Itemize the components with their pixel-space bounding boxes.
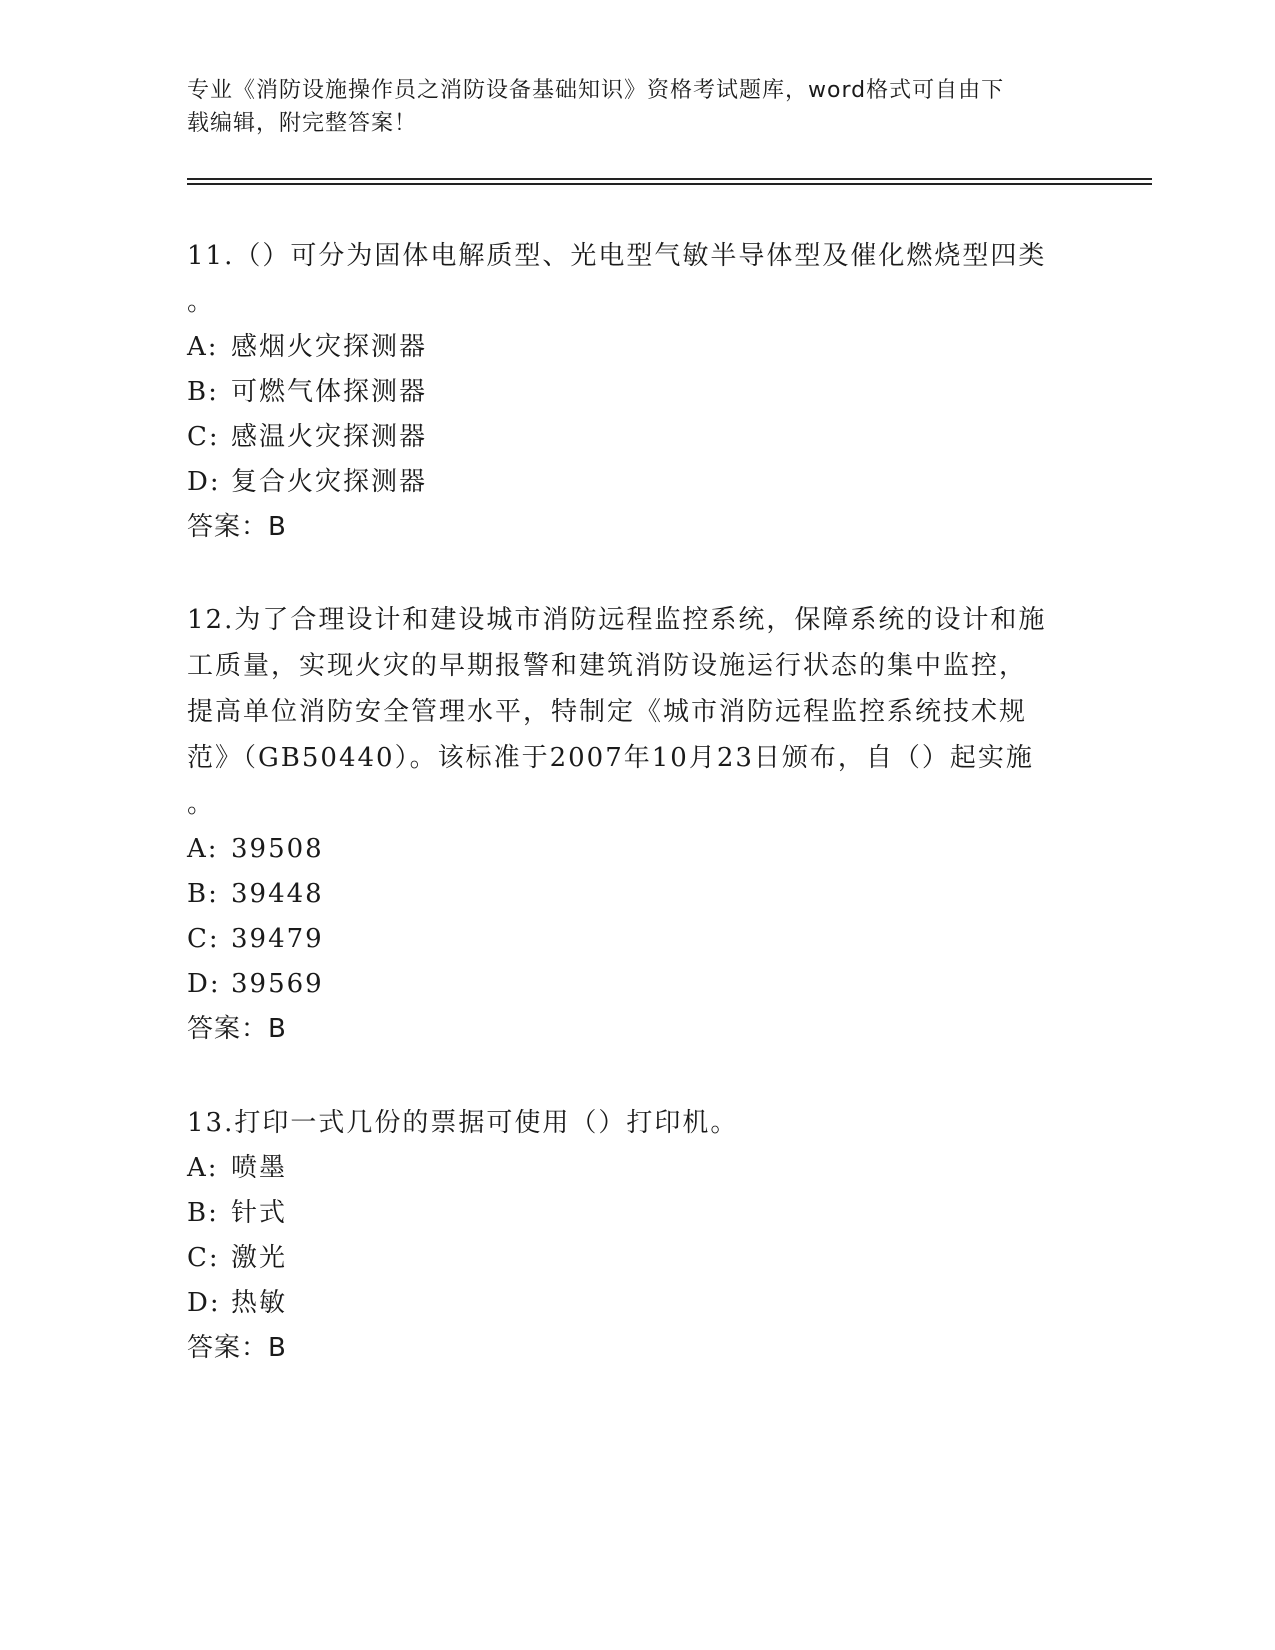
stem-line: 13.打印一式几份的票据可使用（）打印机。: [187, 1108, 739, 1138]
question-stem: [187, 233, 1067, 325]
option-text: 39508: [231, 834, 324, 864]
stem-line: 提高单位消防安全管理水平，特制定《城市消防远程监控系统技术规: [187, 697, 1028, 727]
answer-line: 答案：B: [187, 512, 287, 542]
answer-line: 答案：B: [187, 1333, 287, 1363]
header-line-2: 载编辑，附完整答案！: [187, 111, 418, 136]
header-divider-bottom: [187, 183, 1152, 185]
question-stem: [187, 597, 1067, 827]
option-text: 喷墨: [231, 1153, 288, 1183]
option-letter: C:: [187, 924, 220, 954]
document-header: [187, 74, 1067, 140]
option-d: [187, 460, 1067, 505]
stem-line: 12.为了合理设计和建设城市消防远程监控系统，保障系统的设计和施: [187, 605, 1047, 635]
question-stem: [187, 1100, 1067, 1146]
option-c: [187, 415, 1067, 460]
option-text: 39569: [231, 969, 324, 999]
stem-line: 11.（）可分为固体电解质型、光电型气敏半导体型及催化燃烧型四类: [187, 241, 1047, 271]
option-letter: C:: [187, 1243, 220, 1273]
option-text: 感烟火灾探测器: [231, 332, 428, 362]
option-b: [187, 872, 1067, 917]
option-text: 针式: [231, 1198, 288, 1228]
stem-line: 。: [187, 789, 216, 819]
option-text: 复合火灾探测器: [231, 467, 428, 497]
option-letter: D:: [187, 467, 221, 497]
option-letter: B:: [187, 1198, 219, 1228]
option-text: 39448: [231, 879, 324, 909]
option-letter: A:: [187, 1153, 219, 1183]
option-b: [187, 370, 1067, 415]
answer-line: 答案：B: [187, 1014, 287, 1044]
option-text: 感温火灾探测器: [231, 422, 428, 452]
option-letter: A:: [187, 332, 219, 362]
option-a: [187, 1146, 1067, 1191]
header-line-1: 专业《消防设施操作员之消防设备基础知识》资格考试题库，word格式可自由下: [187, 78, 1005, 103]
question-11: [187, 233, 1067, 550]
option-letter: B:: [187, 879, 219, 909]
stem-line: 范》（GB50440）。该标准于2007年10月23日颁布，自（）起实施: [187, 743, 1034, 773]
option-letter: C:: [187, 422, 220, 452]
option-text: 39479: [231, 924, 324, 954]
option-d: [187, 962, 1067, 1007]
header-divider-top: [187, 178, 1152, 180]
stem-line: 。: [187, 287, 216, 317]
option-letter: D:: [187, 969, 221, 999]
stem-line: 工质量，实现火灾的早期报警和建筑消防设施运行状态的集中监控，: [187, 651, 1028, 681]
option-text: 激光: [231, 1243, 288, 1273]
option-letter: B:: [187, 377, 219, 407]
option-d: [187, 1281, 1067, 1326]
option-a: [187, 827, 1067, 872]
option-letter: A:: [187, 834, 219, 864]
question-12: [187, 597, 1067, 1052]
option-text: 可燃气体探测器: [231, 377, 428, 407]
option-c: [187, 917, 1067, 962]
question-13: [187, 1100, 1067, 1371]
option-c: [187, 1236, 1067, 1281]
option-letter: D:: [187, 1288, 221, 1318]
option-text: 热敏: [231, 1288, 288, 1318]
option-b: [187, 1191, 1067, 1236]
option-a: [187, 325, 1067, 370]
